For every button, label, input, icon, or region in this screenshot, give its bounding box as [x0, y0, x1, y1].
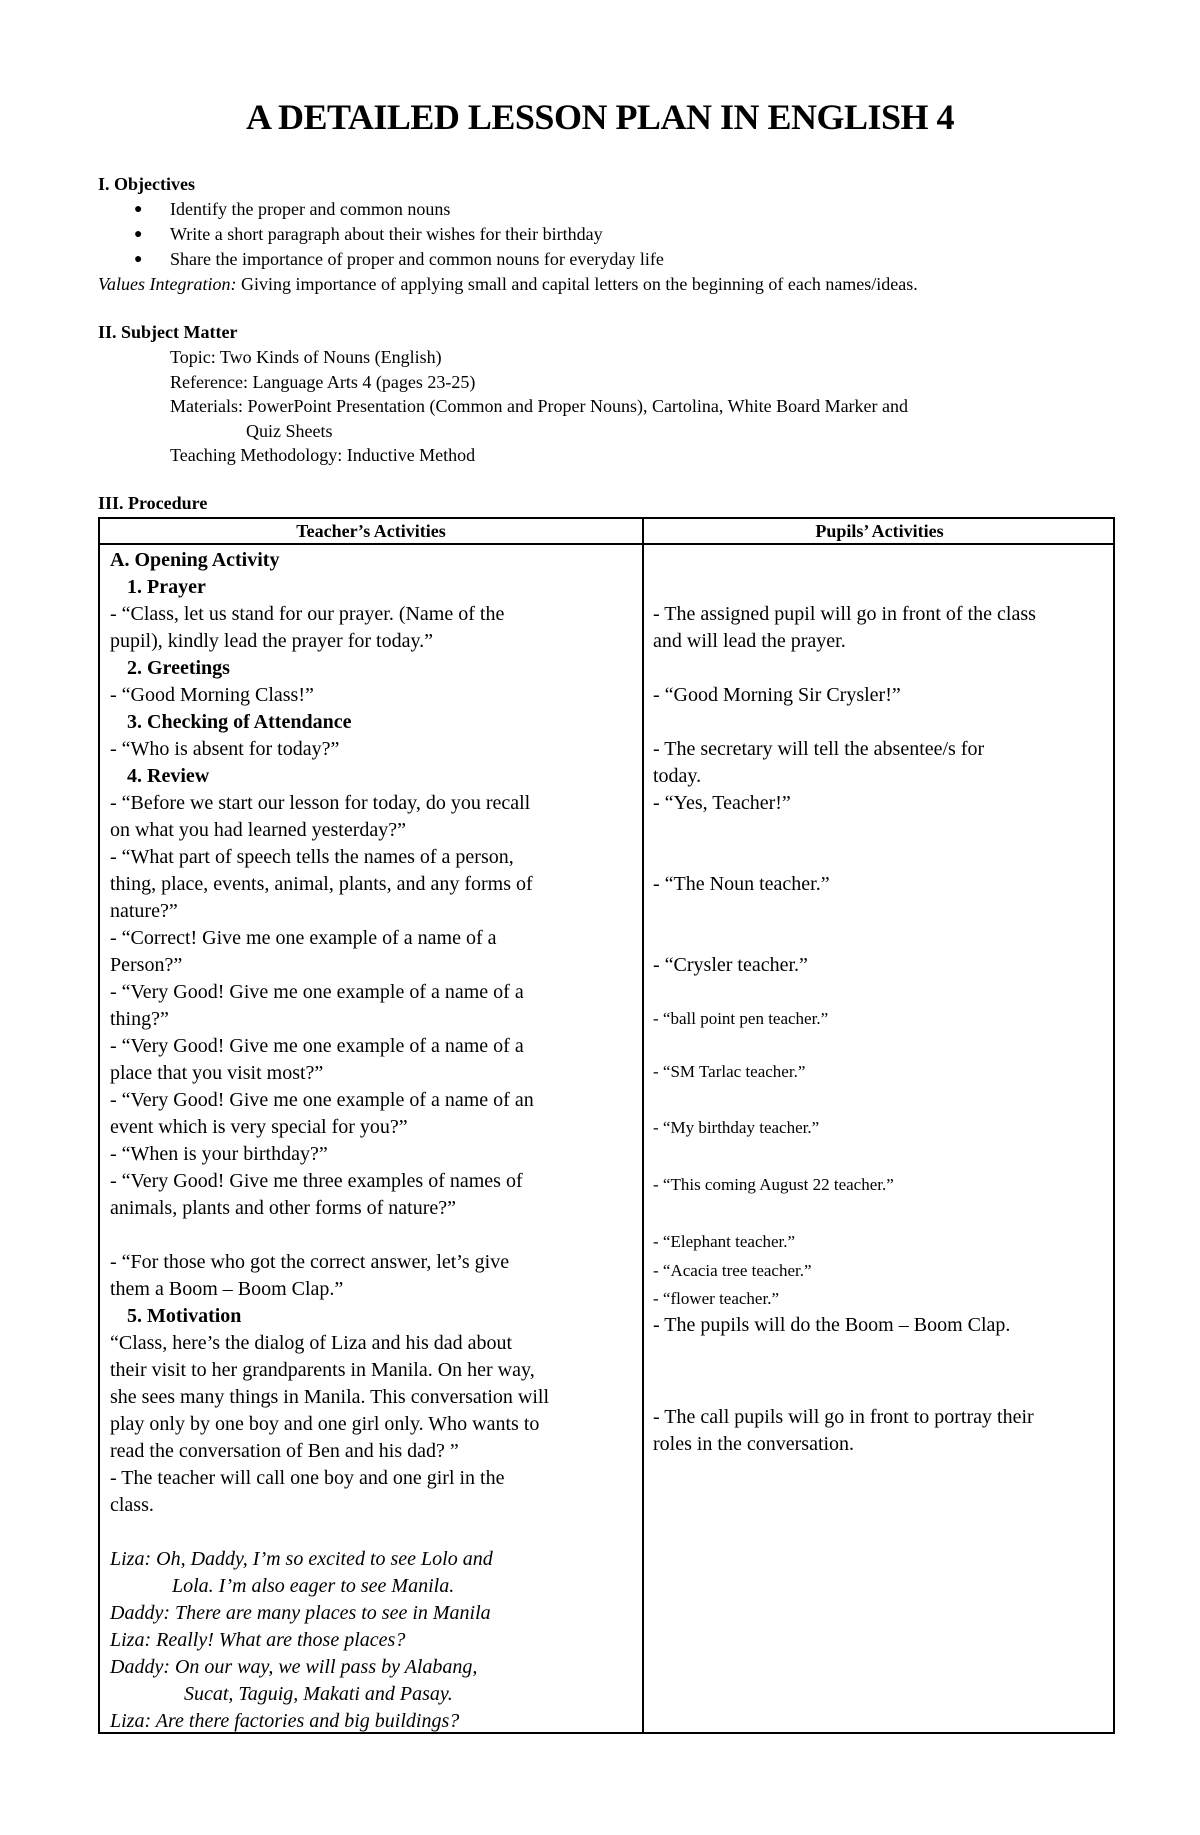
pupil-response: - The pupils will do the Boom – Boom Clap. [653, 1314, 1011, 1336]
methodology-line: Teaching Methodology: Inductive Method [170, 444, 476, 465]
teacher-line: animals, plants and other forms of nature?” [110, 1197, 456, 1219]
greetings-heading: 2. Greetings [127, 657, 230, 679]
teacher-line: - “Very Good! Give me three examples of names of [110, 1170, 523, 1192]
teacher-line: - “Who is absent for today?” [110, 738, 340, 760]
objective-item: ● Identify the proper and common nouns [98, 197, 1118, 222]
opening-activity-heading: A. Opening Activity [110, 549, 280, 571]
pupil-response: - “Yes, Teacher!” [653, 792, 791, 814]
dialog-line: Daddy: On our way, we will pass by Alabang, [110, 1656, 478, 1678]
values-integration-label: Values Integration: [98, 274, 237, 294]
column-divider [642, 519, 644, 1732]
pupil-response: - “Crysler teacher.” [653, 954, 808, 976]
attendance-heading: 3. Checking of Attendance [127, 711, 352, 733]
subject-matter-section [98, 320, 1118, 467]
dialog-line: Sucat, Taguig, Makati and Pasay. [184, 1683, 453, 1705]
pupil-response: - The call pupils will go in front to portray their roles in the conversation. [653, 1406, 1034, 1455]
teacher-line: on what you had learned yesterday?” [110, 819, 406, 841]
table-header-row [100, 519, 1113, 545]
teacher-activities-column [110, 547, 635, 1735]
teacher-line: - “What part of speech tells the names of a person, [110, 846, 514, 868]
blank-line [110, 1222, 635, 1249]
pupil-response: - “Good Morning Sir Crysler!” [653, 684, 901, 706]
teacher-line: read the conversation of Ben and his dad? ” [110, 1440, 459, 1462]
procedure-heading: III. Procedure [98, 493, 208, 513]
topic-line: Topic: Two Kinds of Nouns (English) [170, 347, 442, 367]
teacher-line: place that you visit most?” [110, 1062, 324, 1084]
teacher-line: play only by one boy and one girl only. Who wants to [110, 1413, 540, 1435]
pupils-activities-header: Pupils’ Activities [815, 521, 944, 541]
teacher-activities-header: Teacher’s Activities [296, 521, 446, 541]
procedure-table [98, 517, 1115, 1734]
pupil-response: - “SM Tarlac teacher.” [653, 1062, 806, 1081]
materials-line: Materials: PowerPoint Presentation (Common and Proper Nouns), Cartolina, White Board Marker and [170, 396, 909, 416]
pupil-response: - “Acacia tree teacher.” [653, 1261, 812, 1280]
objective-item: ● Share the importance of proper and common nouns for everyday life [98, 247, 1118, 272]
teacher-line: thing, place, events, animal, plants, and any forms of [110, 873, 533, 895]
objectives-section [98, 172, 1118, 297]
teacher-line: - “Very Good! Give me one example of a name of a [110, 1035, 524, 1057]
prayer-heading: 1. Prayer [127, 576, 206, 598]
bullet-icon: ● [134, 227, 143, 242]
bullet-icon: ● [134, 202, 143, 217]
teacher-line: - “Before we start our lesson for today, do you recall [110, 792, 531, 814]
teacher-line: she sees many things in Manila. This conversation will [110, 1386, 550, 1408]
teacher-line: - “When is your birthday?” [110, 1143, 328, 1165]
teacher-line: - “Class, let us stand for our prayer. (Name of the [110, 603, 505, 625]
dialog-line: Daddy: There are many places to see in Manila [110, 1602, 491, 1624]
teacher-line: pupil), kindly lead the prayer for today.” [110, 630, 434, 652]
subject-matter-heading: II. Subject Matter [98, 322, 238, 342]
teacher-line: their visit to her grandparents in Manila. On her way, [110, 1359, 535, 1381]
pupil-response: - “The Noun teacher.” [653, 873, 830, 895]
teacher-line: thing?” [110, 1008, 169, 1030]
materials-continuation: Quiz Sheets [246, 420, 333, 441]
teacher-line: Person?” [110, 954, 183, 976]
dialog-line: Liza: Really! What are those places? [110, 1629, 406, 1651]
pupil-response: - “flower teacher.” [653, 1289, 779, 1308]
objectives-heading: I. Objectives [98, 174, 195, 194]
pupil-response: - “My birthday teacher.” [653, 1118, 820, 1137]
reference-line: Reference: Language Arts 4 (pages 23-25) [170, 371, 476, 392]
objective-item: ● Write a short paragraph about their wishes for their birthday [98, 222, 1118, 247]
bullet-icon: ● [134, 252, 143, 267]
motivation-heading: 5. Motivation [127, 1305, 242, 1327]
review-heading: 4. Review [127, 765, 210, 787]
blank-line [110, 1519, 635, 1546]
teacher-line: - “For those who got the correct answer, let’s give [110, 1251, 510, 1273]
teacher-line: - “Very Good! Give me one example of a name of a [110, 981, 524, 1003]
dialog-line: Lola. I’m also eager to see Manila. [172, 1575, 455, 1597]
values-integration [98, 272, 1118, 297]
values-integration-text: Giving importance of applying small and capital letters on the beginning of each names/ideas. [236, 274, 918, 294]
teacher-line: “Class, here’s the dialog of Liza and his dad about [110, 1332, 513, 1354]
teacher-line: - “Good Morning Class!” [110, 684, 314, 706]
teacher-line: - “Very Good! Give me one example of a name of an [110, 1089, 534, 1111]
pupil-response: - The assigned pupil will go in front of the class and will lead the prayer. [653, 603, 1036, 652]
objectives-list [98, 197, 1118, 272]
teacher-line: them a Boom – Boom Clap.” [110, 1278, 344, 1300]
pupil-response: - The secretary will tell the absentee/s for today. [653, 738, 985, 787]
pupil-response: - “This coming August 22 teacher.” [653, 1175, 894, 1194]
pupil-response: - “Elephant teacher.” [653, 1232, 796, 1251]
teacher-line: nature?” [110, 900, 178, 922]
teacher-line: event which is very special for you?” [110, 1116, 408, 1138]
teacher-line: class. [110, 1494, 154, 1516]
teacher-line: - The teacher will call one boy and one girl in the [110, 1467, 505, 1489]
dialog-line: Liza: Oh, Daddy, I’m so excited to see Lolo and [110, 1548, 493, 1570]
teacher-line: - “Correct! Give me one example of a name of a [110, 927, 497, 949]
dialog-line: Liza: Are there factories and big buildings? [110, 1710, 460, 1732]
pupil-response: - “ball point pen teacher.” [653, 1009, 829, 1028]
document-title: A DETAILED LESSON PLAN IN ENGLISH 4 [245, 97, 955, 137]
